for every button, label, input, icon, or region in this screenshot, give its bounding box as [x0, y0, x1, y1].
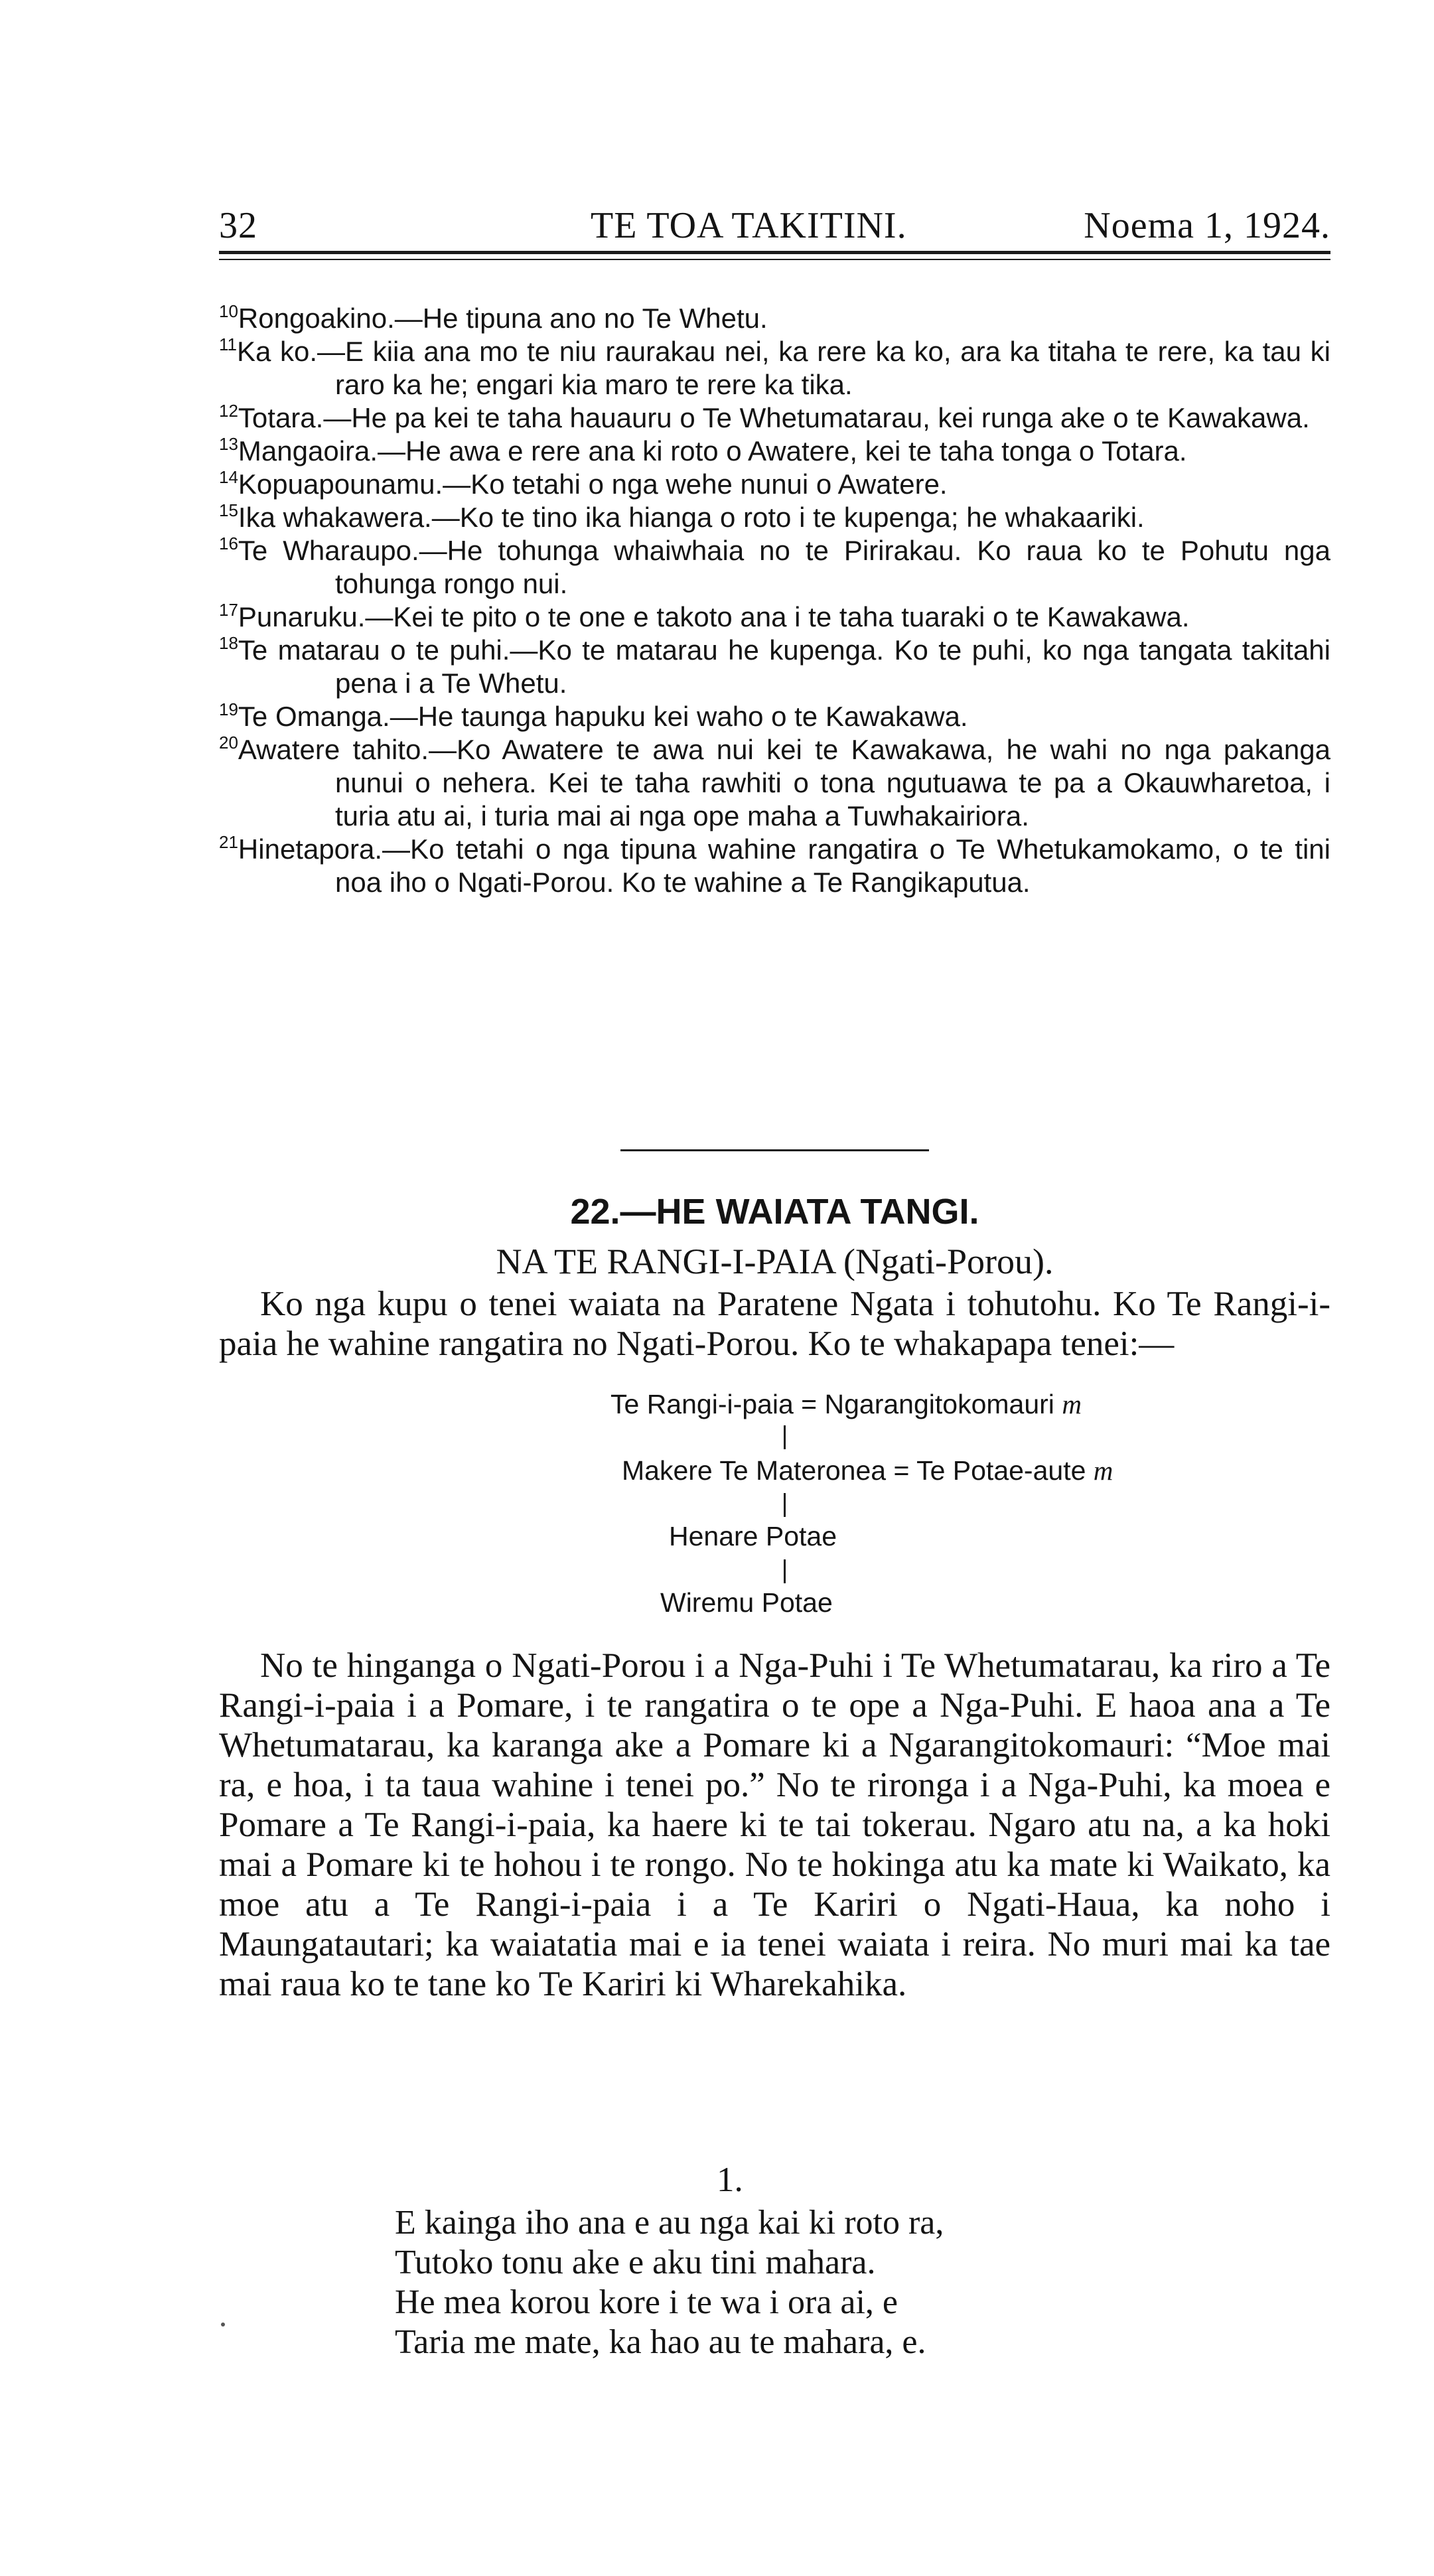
verse-line: Tutoko tonu ake e aku tini mahara. — [395, 2244, 876, 2281]
running-header — [219, 204, 1330, 251]
footnote — [219, 534, 1330, 601]
genealogy-row-1 — [610, 1388, 1082, 1420]
ancestor-name: Te Rangi-i-paia — [610, 1389, 794, 1419]
descent-line — [784, 1425, 786, 1449]
footnote-text: Te Wharaupo.—He tohunga whaiwhaia no te Pirirakau. Ko raua ko te Pohutu nga tohunga rongo nui. — [238, 535, 1330, 599]
footnote-number: 21 — [219, 832, 238, 852]
footnote — [219, 601, 1330, 634]
footnote-number: 12 — [219, 401, 238, 421]
footnote-number: 18 — [219, 633, 238, 653]
footnote — [219, 401, 1330, 435]
verse-number: 1. — [717, 2161, 743, 2199]
marriage-sign: = — [801, 1389, 818, 1419]
spouse-name: Te Potae-aute — [916, 1455, 1086, 1486]
footnote-number: 20 — [219, 733, 238, 752]
footnote — [219, 435, 1330, 468]
footnote-number: 13 — [219, 434, 238, 454]
genealogy-row-3 — [669, 1521, 837, 1552]
footnote-text: Totara.—He pa kei te taha hauauru o Te Whetumatarau, kei runga ake o te Kawakawa. — [238, 402, 1310, 433]
footnote — [219, 700, 1330, 733]
footnote-text: Kopuapounamu.—Ko tetahi o nga wehe nunui o Awatere. — [238, 468, 948, 500]
verse-line: Taria me mate, ka hao au te mahara, e. — [395, 2323, 926, 2361]
header-rule-thin — [219, 259, 1330, 260]
footnote-text: Te matarau o te puhi.—Ko te matarau he kupenga. Ko te puhi, ko nga tangata takitahi pena i a Te Whetu. — [238, 634, 1330, 699]
male-marker: m — [1093, 1455, 1113, 1486]
footnote-number: 15 — [219, 500, 238, 520]
footnote — [219, 833, 1330, 899]
header-rule-thick — [219, 251, 1330, 254]
footnote-text: Ka ko.—E kiia ana mo te niu raurakau nei, ka rere ka ko, ara ka titaha te rere, ka tau ki raro ka he; engari kia maro te rere ka tika. — [237, 336, 1330, 400]
footnote-text: Te Omanga.—He taunga hapuku kei waho o te Kawakawa. — [238, 701, 968, 732]
genealogy-row-4 — [660, 1587, 833, 1618]
section-title: 22.—HE WAIATA TANGI. — [570, 1192, 979, 1232]
footnote-number: 17 — [219, 600, 238, 620]
verse — [395, 2203, 944, 2362]
footnote-number: 19 — [219, 699, 238, 719]
footnote — [219, 302, 1330, 335]
running-title: TE TOA TAKITINI. — [591, 205, 907, 246]
spouse-name: Ngarangitokomauri — [824, 1389, 1054, 1419]
footnote-text: Punaruku.—Kei te pito o te one e takoto ana i te taha tuaraki o te Kawakawa. — [238, 601, 1190, 632]
footnote-number: 11 — [219, 334, 237, 354]
footnote-number: 14 — [219, 467, 238, 487]
verse-line: E kainga iho ana e au nga kai ki roto ra, — [395, 2204, 944, 2242]
intro-paragraph: Ko nga kupu o tenei waiata na Paratene Ngata i tohutohu. Ko Te Rangi-i-paia he wahine rangatira no Ngati-Porou. Ko te whakapapa tenei:— — [219, 1285, 1330, 1363]
footnote-text: Ika whakawera.—Ko te tino ika hianga o roto i te kupenga; he whakaariki. — [238, 502, 1145, 533]
descendant-name: Henare Potae — [669, 1521, 837, 1551]
section-divider — [620, 1149, 929, 1151]
footnote — [219, 335, 1330, 401]
footnote — [219, 501, 1330, 534]
stray-ink-dot — [221, 2323, 225, 2326]
footnote — [219, 468, 1330, 501]
male-marker: m — [1062, 1389, 1082, 1419]
footnote — [219, 634, 1330, 700]
descendant-name: Makere Te Materonea — [622, 1455, 887, 1486]
footnote-text: Mangaoira.—He awa e rere ana ki roto o Awatere, kei te taha tonga o Totara. — [238, 435, 1187, 466]
page-number: 32 — [219, 205, 257, 246]
descendant-name: Wiremu Potae — [660, 1587, 833, 1618]
section-subtitle: NA TE RANGI-I-PAIA (Ngati-Porou). — [496, 1242, 1054, 1281]
footnote-text: Rongoakino.—He tipuna ano no Te Whetu. — [238, 303, 768, 334]
footnote-text: Awatere tahito.—Ko Awatere te awa nui kei te Kawakawa, he wahi no nga pakanga nunui o nehera. Kei te taha rawhiti o tona ngutuawa te pa a Okauwharetoa, i turia atu ai, i turia mai ai nga ope maha a Tuwhakairiora. — [238, 734, 1330, 831]
verse-line: He mea korou kore i te wa i ora ai, e — [395, 2283, 898, 2321]
genealogy-row-2 — [622, 1455, 1113, 1486]
descent-line — [784, 1493, 786, 1517]
story-paragraph: No te hinganga o Ngati-Porou i a Nga-Puhi i Te Whetumatarau, ka riro a Te Rangi-i-paia i a Pomare, i te rangatira o te ope a Nga-Puhi. E haoa ana a Te Whetumatarau, ka karanga ake a Pomare ki a Ngarangitokomauri: “Moe mai ra, e hoa, i ta taua wahine i tenei po.” No te rironga i a Nga-Puhi, ka moea e Pomare a Te Rangi-i-paia, ka haere ki te tai tokerau. Ngaro atu na, a ka hoki mai a Pomare ki te hohou i te rongo. No te hokinga atu ka mate ki Waikato, ka moe atu a Te Rangi-i-paia i a Te Kariri o Ngati-Haua, ka noho i Maungatautari; ka waiatatia mai e ia tenei waiata i reira. No muri mai ka tae mai raua ko te tane ko Te Kariri ki Wharekahika. — [219, 1646, 1330, 2003]
footnote-number: 10 — [219, 301, 238, 321]
footnote-number: 16 — [219, 534, 238, 553]
footnote — [219, 733, 1330, 833]
issue-date: Noema 1, 1924. — [1084, 205, 1330, 246]
footnote-text: Hinetapora.—Ko tetahi o nga tipuna wahine rangatira o Te Whetukamokamo, o te tini noa iho o Ngati-Porou. Ko te wahine a Te Rangikaputua. — [238, 833, 1330, 898]
footnotes — [219, 302, 1330, 899]
marriage-sign: = — [893, 1455, 910, 1486]
descent-line — [784, 1559, 786, 1583]
